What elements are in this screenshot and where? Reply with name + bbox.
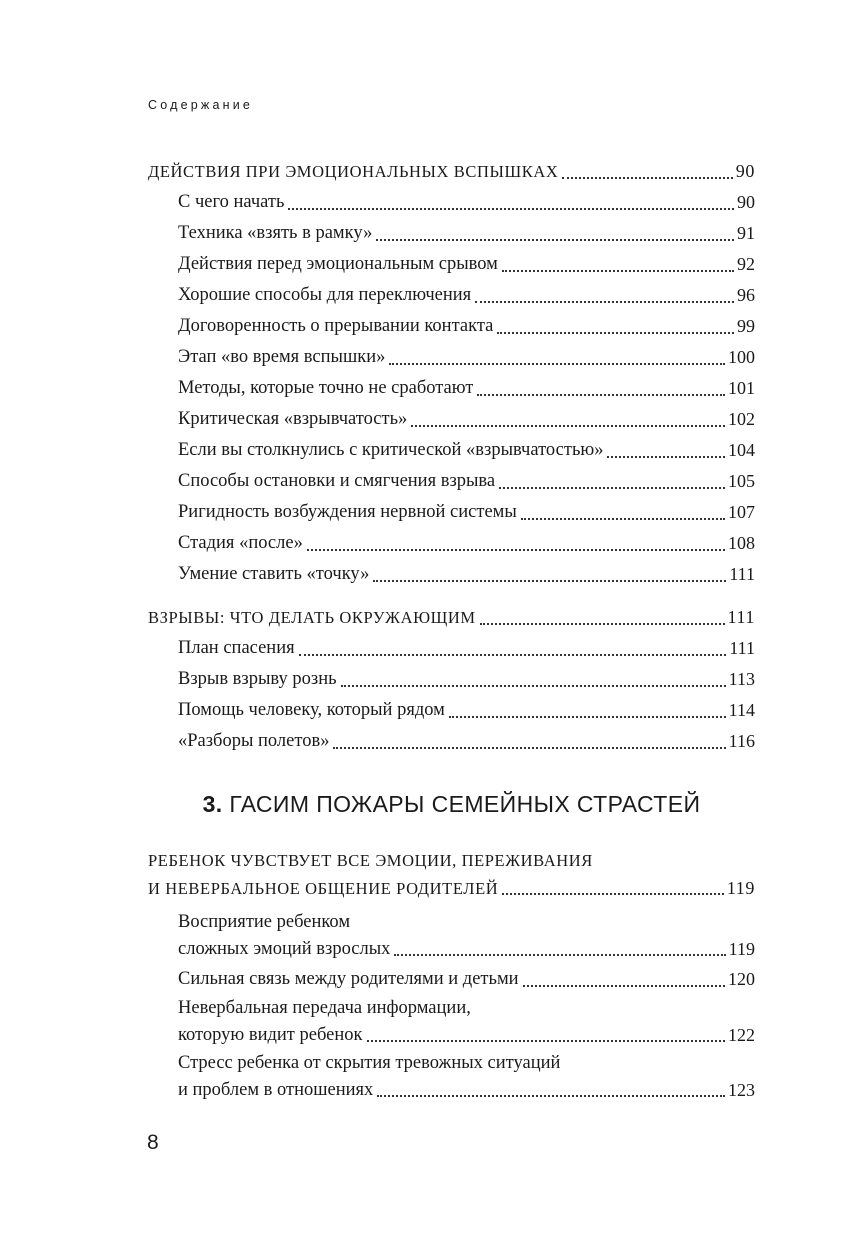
- toc-page-number: 91: [737, 223, 755, 243]
- toc-entry-label: Методы, которые точно не сработают: [178, 378, 474, 398]
- toc-entry[interactable]: [148, 404, 755, 435]
- toc-page-number: 111: [729, 638, 755, 658]
- toc-page-number: 120: [728, 969, 755, 989]
- chapter-heading[interactable]: [148, 791, 755, 818]
- toc-entry[interactable]: [148, 633, 755, 664]
- toc-entry-label: Действия перед эмоциональным срывом: [178, 254, 498, 274]
- dot-leader: [502, 893, 724, 895]
- dot-leader: [499, 487, 725, 489]
- toc-entry[interactable]: [148, 1050, 755, 1105]
- toc-entry-label-line2: сложных эмоций взрослых: [178, 939, 391, 959]
- toc-page-number: 104: [728, 440, 755, 460]
- chapter-title: ГАСИМ ПОЖАРЫ СЕМЕЙНЫХ СТРАСТЕЙ: [229, 791, 701, 817]
- toc-entry-label: План спасения: [178, 638, 295, 658]
- toc-entry[interactable]: [148, 187, 755, 218]
- toc-page-number: 92: [737, 254, 755, 274]
- toc-page-number: 90: [737, 192, 755, 212]
- toc-page-number: 102: [728, 409, 755, 429]
- toc-entry-label-line1: Невербальная передача информации,: [178, 998, 471, 1018]
- toc-entry-label: Договоренность о прерывании контакта: [178, 316, 494, 336]
- toc-entry-label: Техника «взять в рамку»: [178, 223, 373, 243]
- section-gap: [148, 590, 755, 602]
- toc-entry[interactable]: [148, 466, 755, 497]
- toc-section-label-line1: РЕБЕНОК ЧУВСТВУЕТ ВСЕ ЭМОЦИИ, ПЕРЕЖИВАНИЯ: [148, 851, 593, 870]
- toc-page-number: 114: [728, 700, 755, 720]
- toc-section-explosions[interactable]: [148, 602, 755, 633]
- toc-entry-label: С чего начать: [178, 192, 285, 212]
- dot-leader: [288, 208, 734, 210]
- toc-page-number: 96: [737, 285, 755, 305]
- dot-leader: [307, 549, 725, 551]
- toc-page-number: 123: [728, 1080, 755, 1100]
- toc-section-emotional-outbursts[interactable]: [148, 156, 755, 187]
- toc-entry-label: Если вы столкнулись с критической «взрывчатостью»: [178, 440, 604, 460]
- toc-page-number: 90: [735, 161, 755, 181]
- toc-entry[interactable]: [148, 280, 755, 311]
- toc-section-child-feels-emotions[interactable]: [148, 848, 755, 903]
- toc-entry[interactable]: [148, 559, 755, 590]
- toc-entry-label-line2: и проблем в отношениях: [178, 1080, 374, 1100]
- toc-page-number: 122: [728, 1025, 755, 1045]
- toc-entry-label: Умение ставить «точку»: [178, 564, 370, 584]
- toc-entry[interactable]: [148, 528, 755, 559]
- toc-entry[interactable]: [148, 909, 755, 964]
- dot-leader: [502, 270, 734, 272]
- dot-leader: [477, 394, 725, 396]
- dot-leader: [299, 654, 727, 656]
- toc-entry[interactable]: [148, 218, 755, 249]
- toc-entry-label: Критическая «взрывчатость»: [178, 409, 408, 429]
- table-of-contents: [148, 156, 755, 1105]
- dot-leader: [449, 716, 726, 718]
- dot-leader: [341, 685, 726, 687]
- dot-leader: [389, 363, 725, 365]
- toc-entry[interactable]: [148, 342, 755, 373]
- toc-entry[interactable]: [148, 373, 755, 404]
- dot-leader: [376, 239, 734, 241]
- toc-section-label-line2: И НЕВЕРБАЛЬНОЕ ОБЩЕНИЕ РОДИТЕЛЕЙ: [148, 879, 499, 898]
- toc-page-number: 116: [728, 731, 755, 751]
- toc-entry[interactable]: [148, 726, 755, 757]
- toc-entry[interactable]: [148, 249, 755, 280]
- toc-page-number: 113: [728, 669, 755, 689]
- toc-entry[interactable]: [148, 311, 755, 342]
- toc-entry-label: Ригидность возбуждения нервной системы: [178, 502, 517, 522]
- toc-entry[interactable]: [148, 497, 755, 528]
- toc-page-number: 107: [728, 502, 755, 522]
- toc-entry-label: Взрыв взрыву рознь: [178, 669, 337, 689]
- dot-leader: [607, 456, 725, 458]
- toc-entry[interactable]: [148, 664, 755, 695]
- toc-entry-label-line1: Восприятие ребенком: [178, 912, 351, 932]
- toc-entry-label: Стадия «после»: [178, 533, 303, 553]
- toc-page-number: 111: [727, 607, 755, 627]
- dot-leader: [475, 301, 734, 303]
- toc-page-number: 100: [728, 347, 755, 367]
- chapter-number: 3.: [202, 791, 223, 817]
- dot-leader: [562, 177, 732, 179]
- toc-entry-label: Хорошие способы для переключения: [178, 285, 472, 305]
- toc-entry-label: «Разборы полетов»: [178, 731, 330, 751]
- page-number-folio: 8: [147, 1131, 159, 1154]
- dot-leader: [521, 518, 725, 520]
- toc-entry-label-line2: которую видит ребенок: [178, 1025, 363, 1045]
- dot-leader: [480, 623, 725, 625]
- toc-page-number: 119: [726, 878, 755, 898]
- toc-section-label: ДЕЙСТВИЯ ПРИ ЭМОЦИОНАЛЬНЫХ ВСПЫШКАХ: [148, 162, 559, 181]
- dot-leader: [373, 580, 726, 582]
- dot-leader: [333, 747, 725, 749]
- dot-leader: [523, 985, 725, 987]
- toc-section-label: ВЗРЫВЫ: ЧТО ДЕЛАТЬ ОКРУЖАЮЩИМ: [148, 608, 476, 627]
- toc-page-number: 99: [737, 316, 755, 336]
- dot-leader: [367, 1040, 726, 1042]
- running-head: Содержание: [148, 98, 254, 112]
- toc-page-number: 101: [728, 378, 755, 398]
- toc-entry[interactable]: [148, 964, 755, 995]
- toc-entry-label-line1: Стресс ребенка от скрытия тревожных ситуаций: [178, 1053, 561, 1073]
- toc-page-number: 105: [728, 471, 755, 491]
- toc-entry-label: Способы остановки и смягчения взрыва: [178, 471, 496, 491]
- toc-entry[interactable]: [148, 695, 755, 726]
- dot-leader: [497, 332, 734, 334]
- toc-page-number: 111: [729, 564, 755, 584]
- toc-page-number: 108: [728, 533, 755, 553]
- toc-entry-label: Этап «во время вспышки»: [178, 347, 386, 367]
- toc-entry[interactable]: [148, 995, 755, 1050]
- toc-entry-label: Сильная связь между родителями и детьми: [178, 969, 519, 989]
- dot-leader: [394, 954, 725, 956]
- toc-page-number: 119: [728, 939, 755, 959]
- toc-entry-label: Помощь человеку, который рядом: [178, 700, 445, 720]
- toc-entry[interactable]: [148, 435, 755, 466]
- dot-leader: [377, 1095, 725, 1097]
- dot-leader: [411, 425, 725, 427]
